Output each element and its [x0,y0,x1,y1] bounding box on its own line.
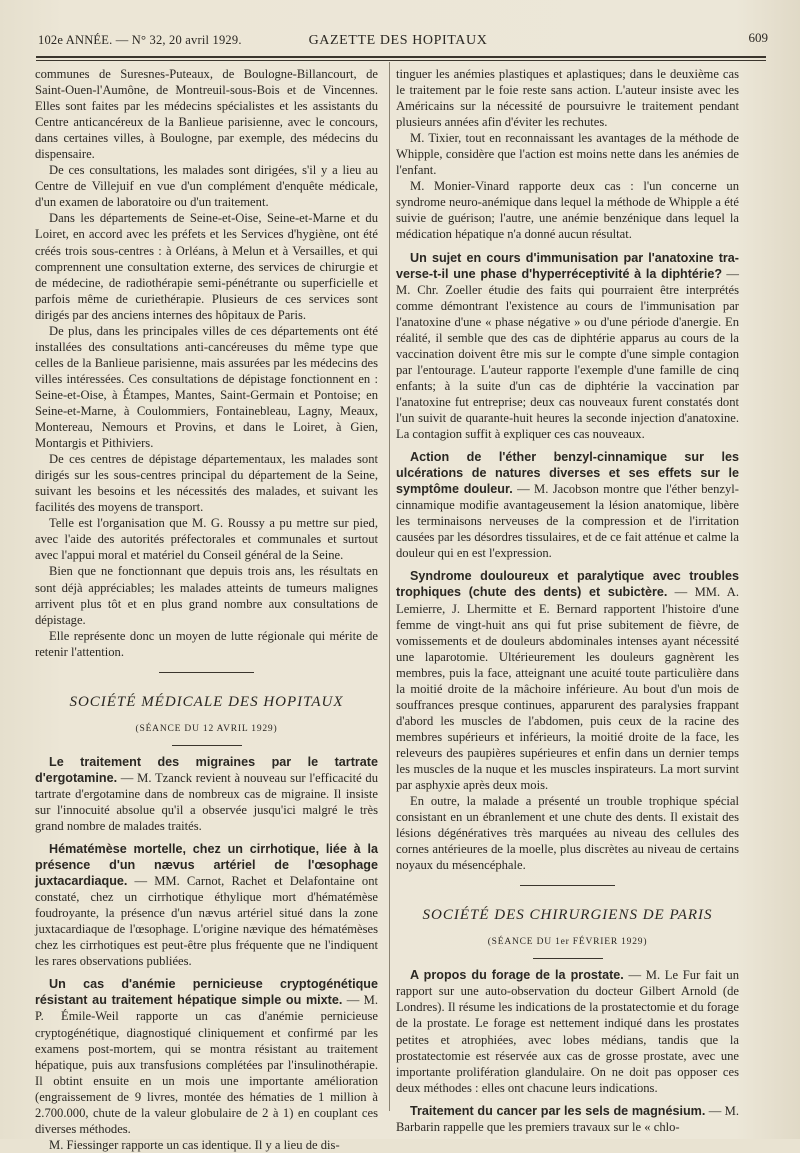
article-body: — M. Tzanck revient à nouveau sur l'efficacité du tartrate d'ergotamine dans de nombreux cas de migraine. Il insiste sur l'innocuité absolue qu'il a observée jusqu'ici malgré le très grand nombre de malades traités. [35,770,378,833]
article-body: — M. Chr. Zoeller étudie des faits qui pourraient être interprétés comme démontrant l'existence au cours de l'immunisation par l'anatoxine d'une « phase négative » ou d'une période d'anergie. En réalité, il semble que des cas de diphtérie apparus au cours de la vaccination doivent être mis sur le compte d'une simple contagion par l'entourage. L'auteur rapporte l'exemple d'une famille de cinq enfants; à la suite d'un cas de diphtérie la vaccination par l'anatoxine fut entreprise; deux cas nouveaux furent constatés dont l'un suivit de quarante-huit heures la seconde injection d'anatoxine. La contagion suffit à expliquer ces cas nouveaux. [396,266,740,442]
article-paragraph [396,250,739,443]
article-paragraph [35,754,378,834]
article-paragraph [35,841,378,969]
column-divider [389,62,390,1111]
running-head [28,30,768,52]
article-body: — M. Jacobson montre que l'éther benzyl-cinnamique modifie avantageusement la lésion anatomique, libère les terminaisons nerveuses de la compression et de l'irritation causées par les désordres tissulaires, et de ce fait atténue et calme la douleur qui en est l'expression. [396,482,739,561]
paragraph: Elle représente donc un moyen de lutte régionale qui mérite de retenir l'attention. [35,628,378,659]
paragraph: Bien que ne fonctionnant que depuis trois ans, les résultats en sont déjà appréciables; les malades atteints de tumeurs malignes arrivent plus tôt et en plus grand nombre aux consultations de dépistage. [35,564,378,627]
session-rule [172,745,242,746]
session-date: (SÉANCE DU 1er FÉVRIER 1929) [487,937,648,948]
article-paragraph [396,1103,739,1135]
article-body: — M. Barbarin rappelle que les premiers travaux sur le « chlo- [396,1103,739,1134]
article-heading: Un sujet en cours d'immunisation par l'anatoxine tra-verse-t-il une phase d'hyperréceptivité à la diphtérie? [396,250,739,281]
session-date: (SÉANCE DU 12 AVRIL 1929) [135,723,278,734]
society-heading: SOCIÉTÉ DES CHIRURGIENS DE PARIS [422,907,713,924]
section-separator [520,885,615,886]
header-rule [36,56,766,61]
article-paragraph [396,568,739,793]
article-heading: A propos du forage de la prostate. [410,968,624,983]
article-body: — MM. Carnot, Rachet et Delafontaine ont constaté, chez un cirrhotique éthylique mort d'hématémèse foudroyante, la présence d'un nævus artériel situé dans la zone juxtacardiaque de l'œsophage. L'origine nævique des hématémèses chez les cirrhotiques est peut-être plus fréquente que ne l'indiquent les rares observations publiées. [35,874,378,969]
paragraph: De plus, dans les principales villes de ces départements ont été installées des consultations anti-cancéreuses du même type que celles de la Banlieue parisienne, mais assurées par les médecins des villes intéressées. Ces consultations de dépistage fonctionnent en : Seine-et-Oise, à Étampes, Mantes, Saint-Germain et Pontoise; en Seine-et-Marne, à Coulommiers, Fontainebleau, Lagny, Meaux, Montereau, Nemours et Provins, et dans le Loiret, à Gien, Montargis et Pithiviers. [35,323,378,451]
article-paragraph [396,449,739,561]
paragraph: En outre, la malade a présenté un trouble trophique spécial consistant en un ébranlement et une chute des dents. Il existait des lésions dégénératives très marquées au niveau des cellules des cornes antérieures de la moelle, plus discrètes au niveau de certains noyaux du mésencéphale. [396,794,739,873]
article-heading: Syndrome douloureux et paralytique avec troubles trophiques (chute des dents) et subictère. [396,569,739,600]
session-rule [533,958,603,959]
paragraph: M. Monier-Vinard rapporte deux cas : l'un concerne un syndrome neuro-anémique dans lequel la méthode de Whipple a été suivie de guérison; l'autre, une anémie benzénique dans lequel la médication hépatique n'a donné aucun résultat. [396,179,739,242]
article-heading: Hématémèse mortelle, chez un cirrhotique, liée à la présence d'un nævus artériel de l'œsophage juxtacardiaque. [35,842,378,889]
paragraph: M. Tixier, tout en reconnaissant les avantages de la méthode de Whipple, considère que l'action est moins nette dans les anémies de l'enfant. [396,131,739,178]
article-heading: Un cas d'anémie pernicieuse cryptogénétique résistant au traitement hépatique simple ou mixte. [35,977,378,1008]
right-column [396,66,740,1134]
journal-title: GAZETTE DES HOPITAUX [308,33,488,48]
article-heading: Action de l'éther benzyl-cinnamique sur les ulcérations de natures diverses et ses effets sur le symptôme douleur. [396,450,739,497]
article-body: — M. Le Fur fait un rapport sur une auto-observation du docteur Gilbert Arnold (de Londres). Il résume les indications de la prostatectomie et du forage de la prostate. Le forage est nettement indiqué dans les prostates petites et atrophiées, avec lobes médians, tandis que la prostatectomie est réservée aux cas de grosse prostate, avec une importante prolifération glandulaire. On ne doit pas opposer ces deux méthodes : elles ont chacune leurs indications. [396,968,740,1095]
article-body: — MM. A. Lemierre, J. Lhermitte et E. Bernard rapportent l'histoire d'une femme de vingt-huit ans qui fut prise subitement de fièvre, de vomissements et de douleurs abdominales intenses ayant nécessité une laparotomie. Ultérieurement les douleurs gagnèrent les membres, puis la face, atteignant une acuité toute particulière dans la moitié droite de la mâchoire inférieure. Au bout d'un mois de souffrances presque continues, apparurent des paralysies frappant d'abord les muscles de l'abdomen, puis ceux de la racine des membres supérieurs et inférieurs, la moitié droite de la face, les releveurs des paupières supérieures et enfin dans un dernier temps les muscles de la nuque et les muscles inspirateurs. La mort survint par asphyxie après deux mois. [396,585,739,793]
paragraph: De ces consultations, les malades sont dirigées, s'il y a lieu au Centre de Villejuif en vue d'un complément d'enquête médicale, d'un examen de laboratoire ou d'un traitement. [35,163,378,210]
left-column [35,66,378,1152]
paragraph: tinguer les anémies plastiques et aplastiques; dans le deuxième cas le traitement par le foie reste sans action. L'auteur insiste avec les Américains sur la nécessité de poursuivre le traitement pendant plusieurs années afin d'éviter les rechutes. [396,67,739,130]
issue-line: 102e ANNÉE. — N° 32, 20 avril 1929. [38,33,242,47]
section-separator [159,672,254,673]
article-body: — M. P. Émile-Weil rapporte un cas d'anémie pernicieuse cryptogénétique, diagnostiqué cliniquement et confirmé par les examens post-mortem, qui se montra résistant au traitement hépatique, puis aux transfusions complétées par l'insulinothérapie. Il obtint ensuite en un mois une importante amélioration (engraissement de 9 livres, montée des hématies de 1 million à 2.700.000, chute de la valeur globulaire de 2 à 1) en couplant ces diverses méthodes. [35,993,378,1136]
article-paragraph [35,976,378,1136]
paragraph: De ces centres de dépistage départementaux, les malades sont dirigés sur les sous-centres principal du département de la Seine, suivant les besoins et les nécessités des malades, et suivant les facilités des moyens de transport. [35,452,378,515]
paragraph: M. Fiessinger rapporte un cas identique. Il y a lieu de dis- [49,1137,340,1152]
paragraph: Telle est l'organisation que M. G. Roussy a pu mettre sur pied, avec l'aide des autorités préfectorales et communales et surtout avec l'appui moral et matériel du Conseil général de la Seine. [35,516,378,563]
article-heading: Traitement du cancer par les sels de magnésium. [410,1103,706,1118]
paragraph: communes de Suresnes-Puteaux, de Boulogne-Billancourt, de Saint-Ouen-l'Aumône, de Montreuil-sous-Bois et de Vincennes. Elles sont faites par les médecins spécialistes et les assistants du Centre anticancéreux de la Banlieue parisienne, avec le concours, dans certaines villes, à Boulogne, par exemple, des médecins du dispensaire. [35,67,378,162]
page-number: 609 [748,30,768,45]
paragraph: Dans les départements de Seine-et-Oise, Seine-et-Marne et du Loiret, en accord avec les préfets et les Services d'hygiène, ont été créés trois sous-centres : à Orléans, à Melun et à Versailles, et qui comprennent une consultation externe, des services de chirurgie et de médecine, de radiothérapie semi-pénétrante ou superficielle et parfois même de curiethérapie. Plusieurs de ces services sont dirigés par des anciens internes des hôpitaux de Paris. [35,211,378,322]
society-heading: SOCIÉTÉ MÉDICALE DES HOPITAUX [69,693,344,710]
article-heading: Le traitement des migraines par le tartrate d'ergotamine. [35,754,378,785]
article-paragraph [396,967,739,1095]
